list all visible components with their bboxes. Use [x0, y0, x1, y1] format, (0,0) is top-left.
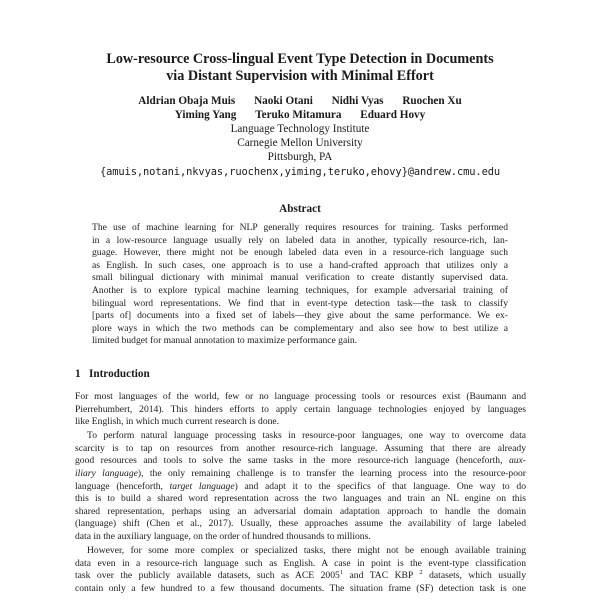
affiliation-institute: Language Technology Institute	[230, 123, 370, 135]
body-line: language (henceforth, target language) and adapt it to the specifics of that language. One way to do	[75, 480, 526, 492]
body-line: like English, in which much current research is done.	[75, 416, 280, 428]
author-name: Nidhi Vyas	[331, 95, 384, 107]
body-line: this is to build a shared word representation across the two languages and train an NL engine on this	[75, 493, 526, 505]
italic-term: target language	[169, 480, 235, 492]
paper-title-line-1: Low-resource Cross-lingual Event Type Detection in Documents	[106, 51, 494, 67]
abstract-line: guage. However, there might not be enough labeled data even in a resource-rich language such	[92, 247, 508, 259]
author-name: Naoki Otani	[254, 95, 313, 107]
body-line: However, for some more complex or specialized tasks, there might not be enough available training	[87, 545, 526, 557]
introduction-body	[75, 391, 526, 596]
affiliation-university: Carnegie Mellon University	[237, 137, 363, 149]
section-heading-introduction	[75, 368, 150, 380]
paper-title-line-2: via Distant Supervision with Minimal Effort	[166, 68, 434, 84]
author-name: Eduard Hovy	[360, 109, 426, 121]
abstract-line: small bilingual dictionary with minimal manual verification to create distantly supervised data.	[92, 272, 508, 284]
abstract-line: [parts of] documents into a fixed set of labels—they give about the same performance. We ex-	[92, 310, 508, 322]
body-line: scarcity is to tap on resources from another resource-rich language. Assuming that there are already	[75, 442, 526, 454]
author-name: Aldrian Obaja Muis	[138, 95, 236, 107]
section-title: Introduction	[89, 368, 150, 380]
author-list-row-1	[60, 94, 540, 108]
body-line: For most languages of the world, few or no language processing tools or resources exist (Baumann and	[75, 391, 526, 402]
body-line: (language) shift (Chen et al., 2017). Usually, these approaches assume the availability of large labeled	[75, 518, 526, 530]
footnote-marker[interactable]: 1	[339, 570, 344, 577]
abstract-line: limited budget for manual annotation to maximize performance gain.	[92, 335, 358, 347]
abstract-line: Another is to explore typical machine learning techniques, for example adversarial training of	[92, 284, 508, 296]
body-line: iliary language), the only remaining challenge is to transfer the learning process into the resource-poor	[75, 468, 526, 480]
abstract-heading: Abstract	[279, 203, 321, 215]
abstract-line: plore ways in which the two methods can be complementary and also see how to best utilize a	[92, 322, 508, 334]
abstract-body	[92, 222, 508, 348]
abstract-line: in a low-resource language usually rely on labeled data in another, typically resource-rich, lan-	[92, 234, 508, 246]
body-line: shared representation, perhaps using an adversarial domain adaptation approach to handle the domain	[75, 505, 526, 517]
author-list-row-2	[60, 108, 540, 122]
italic-term: iliary language	[75, 468, 138, 480]
footnote-marker[interactable]: 2	[419, 570, 423, 577]
author-name: Yiming Yang	[174, 109, 237, 121]
body-line: data even in a resource-rich language such as English. A case in point is the event-type classification	[75, 557, 526, 569]
author-name: Ruochen Xu	[402, 95, 462, 107]
body-line: good resources and tools to solve the same tasks in the more resource-rich language (henceforth, aux-	[75, 455, 526, 467]
author-emails: {amuis,notani,nkvyas,ruochenx,yiming,teruko,ehovy}@andrew.cmu.edu	[99, 166, 501, 178]
body-line: task over the publicly available datasets, such as ACE 2005$^1$ and TAC KBP $^2$ datasets, which usually	[75, 570, 526, 582]
abstract-line: as English. In such cases, one approach is to use a hand-crafted approach that utilizes only a	[92, 259, 508, 271]
abstract-line: The use of machine learning for NLP generally requires resources for training. Tasks performed	[92, 222, 508, 233]
italic-term: aux-	[508, 455, 526, 467]
abstract-line: bilingual word representations. We find that in event-type detection task—the task to classify	[92, 297, 508, 309]
body-line: Pierrehumbert, 2014). This hinders efforts to apply certain language technologies enjoyed by languages	[75, 403, 526, 415]
author-name: Teruko Mitamura	[255, 109, 342, 121]
body-line: contain only a few hundred to a few thousand documents. The situation frame (SF) detection task is one	[75, 582, 526, 594]
body-line: data in the auxiliary language, on the order of hundred thousands to millions.	[75, 531, 371, 543]
section-number: 1	[75, 368, 81, 380]
body-line: To perform natural language processing tasks in resource-poor languages, one way to overcome data	[87, 430, 526, 442]
affiliation-location: Pittsburgh, PA	[267, 151, 333, 163]
